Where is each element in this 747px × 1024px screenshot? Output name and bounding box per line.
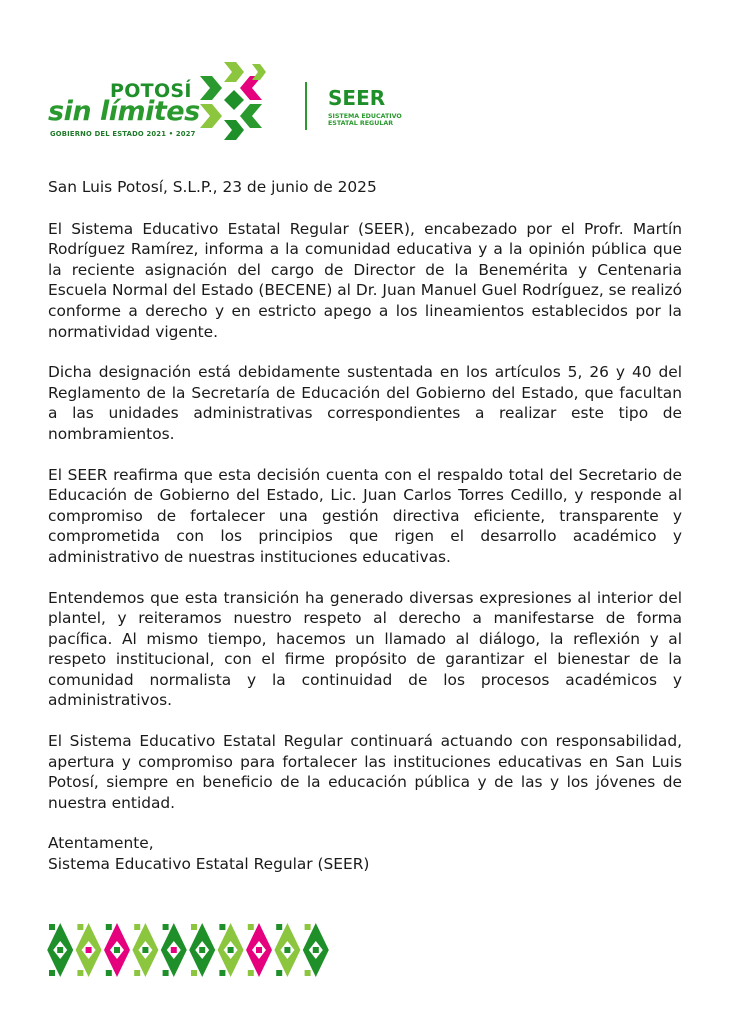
seer-subtitle-line-1: SISTEMA EDUCATIVO — [328, 113, 402, 120]
potosi-logo-icon — [200, 62, 268, 142]
paragraph-5: El Sistema Educativo Estatal Regular continuará actuando con responsabilidad, apertura y compromiso para fortalecer las instituciones educativas en San Luis Potosí, siempre en beneficio de la educación pública y de las y los jóvenes de nuestra entidad. — [48, 732, 682, 812]
paragraph-4: Entendemos que esta transición ha generado diversas expresiones al interior del plantel, y reiteramos nuestro respeto al derecho a manifestarse de forma pacífica. Al mismo tiempo, hacemos un llamado al diálogo, la reflexión y al respeto institucional, con el firme propósito de garantizar el bienestar de la comunidad normalista y la continuidad de los procesos académicos y administrativos. — [48, 588, 682, 710]
brand-gobierno-label: GOBIERNO DEL ESTADO 2021 • 2027 — [50, 130, 196, 138]
seer-subtitle — [328, 113, 402, 127]
seer-subtitle-line-2: ESTATAL REGULAR — [328, 120, 394, 128]
letter-closing: Atentamente, — [48, 834, 154, 853]
brand-potosi: POTOSÍ — [110, 80, 192, 102]
letterhead — [48, 60, 708, 150]
header-divider — [305, 82, 307, 130]
decorative-pattern-icon — [46, 921, 330, 979]
paragraph-3: El SEER reafirma que esta decisión cuenta con el respaldo total del Secretario de Educación de Gobierno del Estado, Lic. Juan Carlos Torres Cedillo, y responde al compromiso de fortalecer una gestión directiva eficiente, transparente y comprometida con los principios que rigen el desarrollo académico y administrativo de nuestras instituciones educativas. — [48, 465, 682, 566]
brand-sin-limites: sin límites — [48, 96, 200, 127]
letter-date: San Luis Potosí, S.L.P., 23 de junio de 2025 — [48, 178, 377, 196]
paragraph-1: El Sistema Educativo Estatal Regular (SEER), encabezado por el Profr. Martín Rodríguez Ramírez, informa a la comunidad educativa y a la opinión pública que la reciente asignación del cargo de Director de la Benemérita y Centenaria Escuela Normal del Estado (BECENE) al Dr. Juan Manuel Guel Rodríguez, se realizó conforme a derecho y en estricto apego a los lineamientos establecidos por la normatividad vigente. — [48, 219, 682, 341]
letter-signature: Sistema Educativo Estatal Regular (SEER) — [48, 855, 370, 874]
letter-body — [48, 177, 682, 875]
paragraph-2: Dicha designación está debidamente sustentada en los artículos 5, 26 y 40 del Reglamento de la Secretaría de Educación del Gobierno del Estado, que facultan a las unidades administrativas correspondientes a realizar este tipo de nombramientos. — [48, 363, 682, 443]
seer-title: SEER — [328, 86, 386, 110]
